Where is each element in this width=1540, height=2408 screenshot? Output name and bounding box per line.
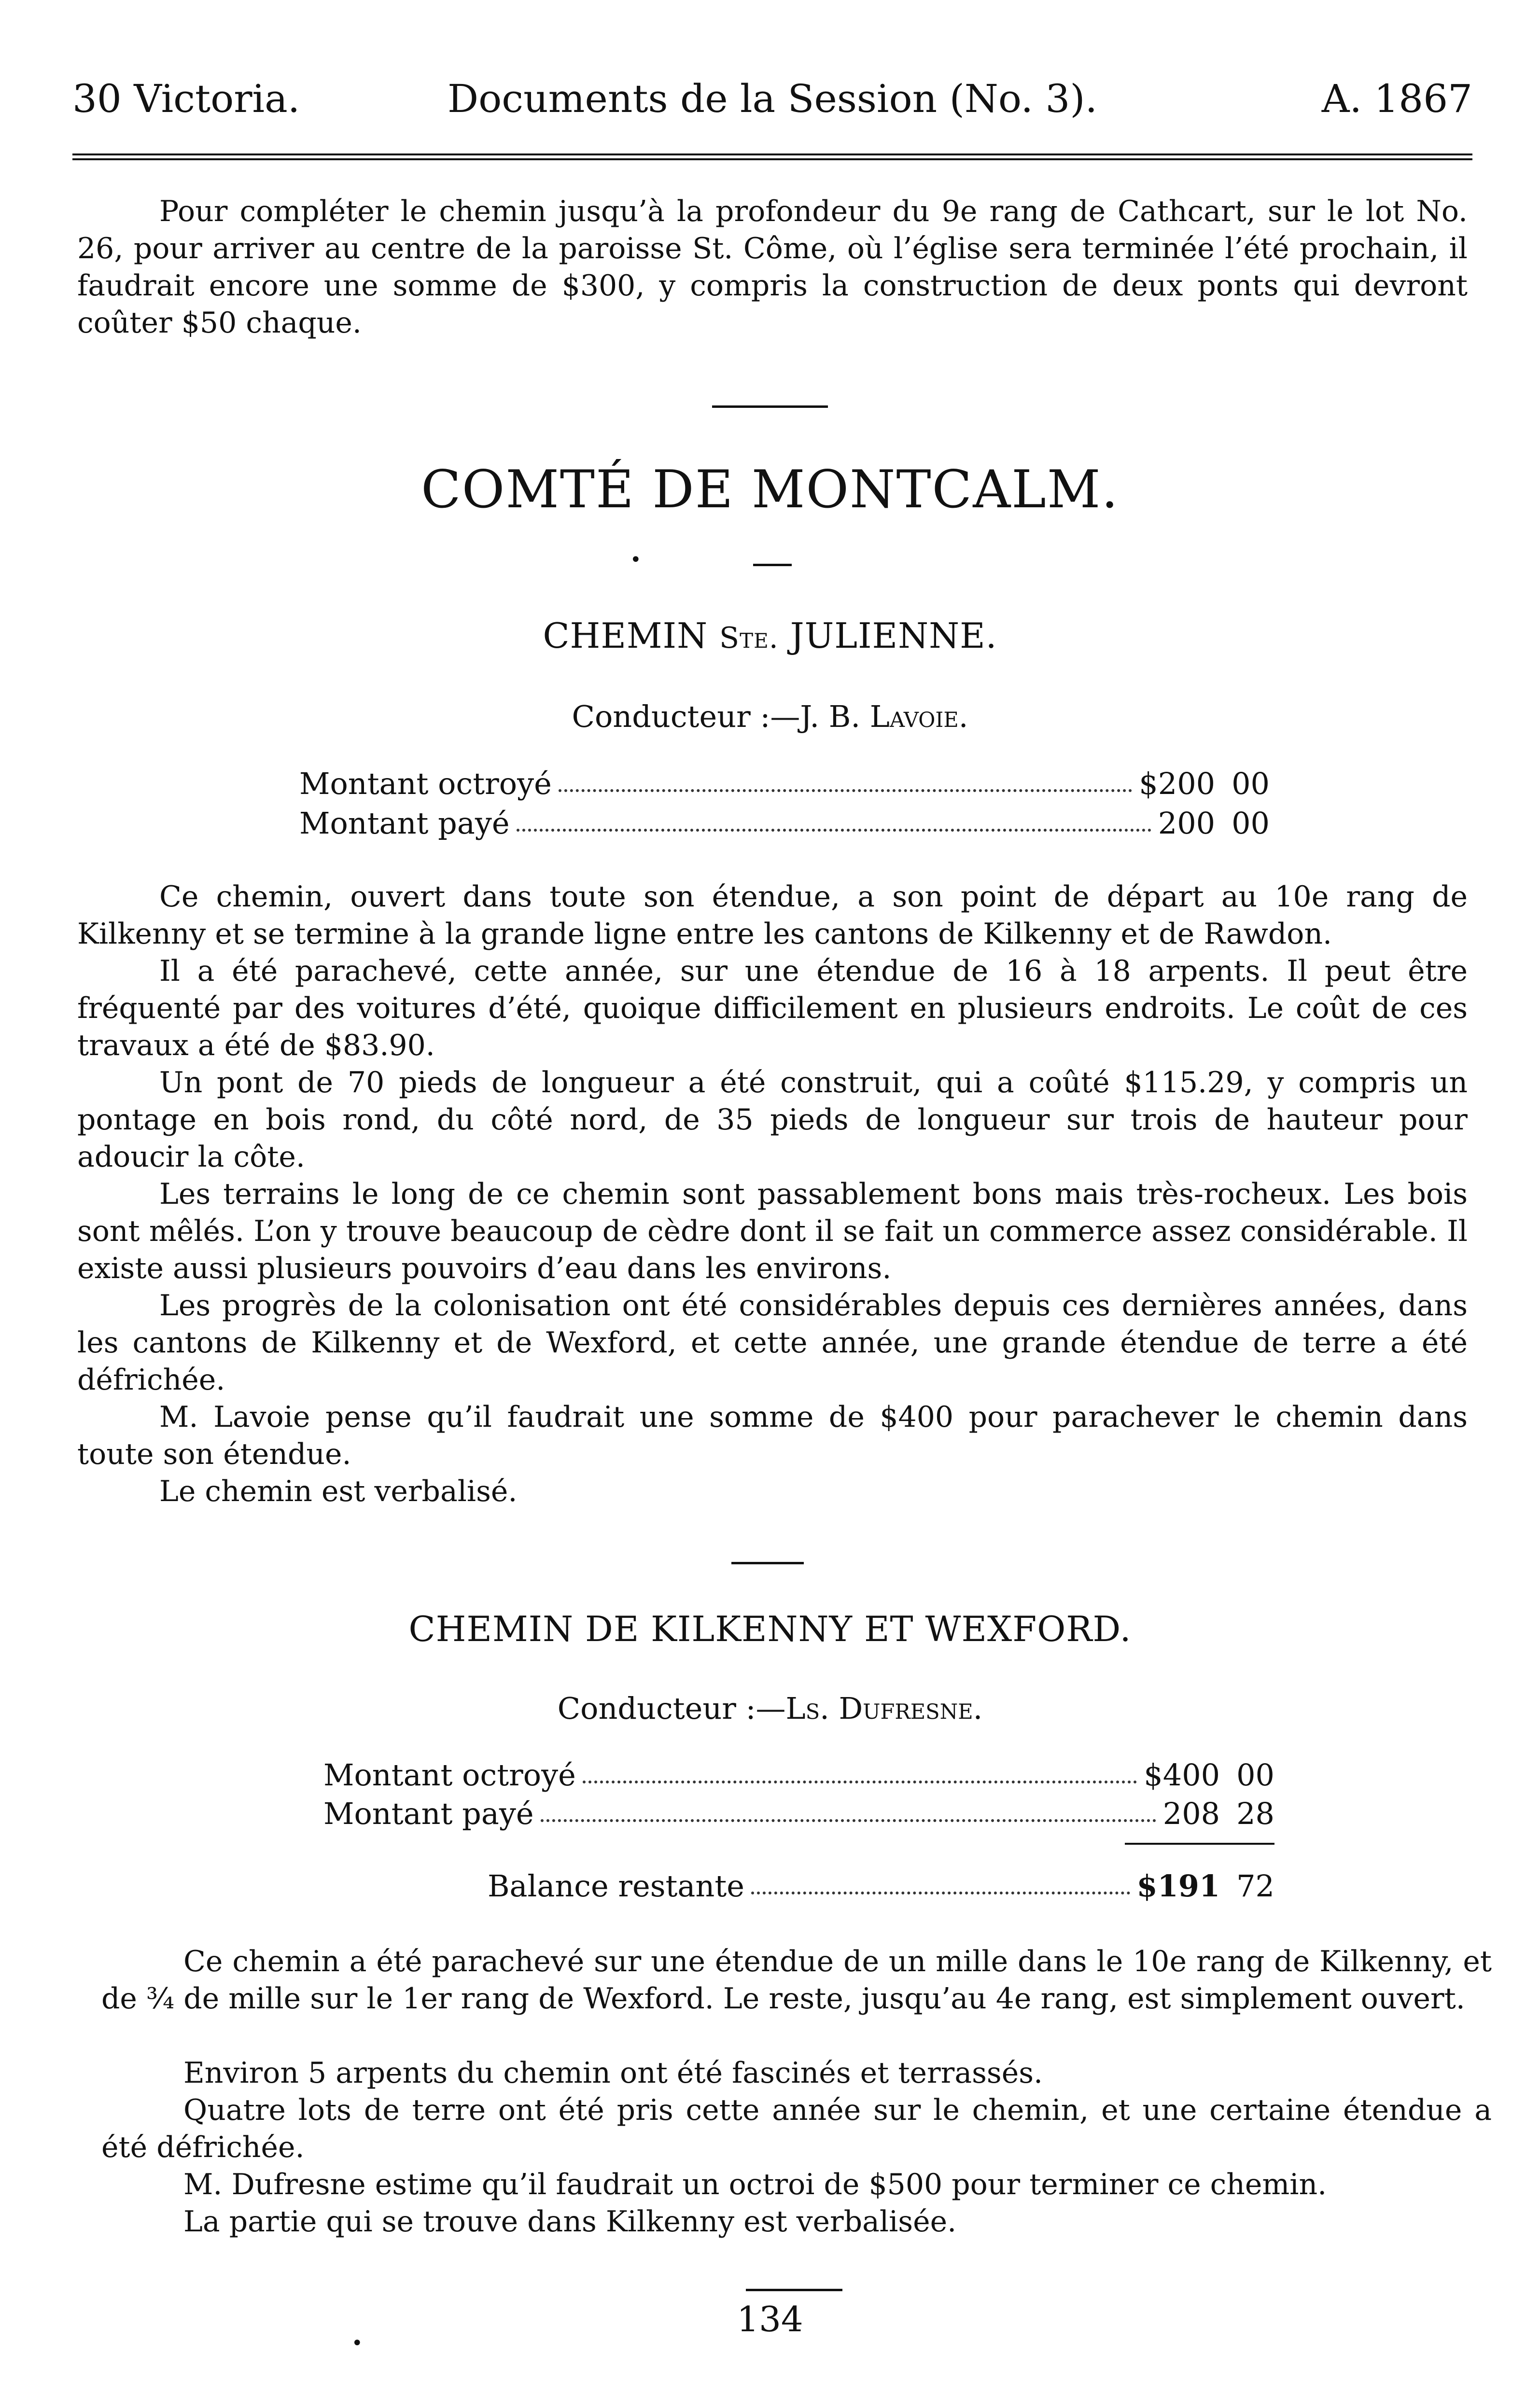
header-volume: 30 Victoria. [72, 76, 300, 121]
leader-dots [559, 789, 1132, 792]
row-label: Montant octroyé [323, 1757, 576, 1793]
section2-paragraph: Quatre lots de terre ont été pris cette année sur le chemin, et une certaine étendue a été défrichée. [101, 2093, 1492, 2164]
row-label: Montant payé [299, 806, 510, 841]
row-cents: 72 [1236, 1868, 1274, 1904]
section2-paid-row [323, 1796, 1274, 1832]
row-dollars: $191 [1136, 1868, 1220, 1904]
section1-paragraph: Les progrès de la colonisation ont été considérables depuis ces dernières années, dans les cantons de Kilkenny et de Wexford, et cette année, une grande étendue de terre a été défrichée. [77, 1289, 1468, 1397]
section1-paid-row [299, 805, 1270, 842]
intro-paragraph: Pour compléter le chemin jusqu’à la profondeur du 9e rang de Cathcart, sur le lot No. 26, pour arriver au centre de la paroisse St. Côme, où l’église sera terminée l’été prochain, il faudrait encore une somme de $300, y compris la construction de deux ponts qui devront coûter $50 chaque. [77, 195, 1468, 340]
section2-paragraph: La partie qui se trouve dans Kilkenny est verbalisée. [183, 2205, 957, 2239]
section1-paragraph: Un pont de 70 pieds de longueur a été construit, qui a coûté $115.29, y compris un pontage en bois rond, du côté nord, de 35 pieds de longueur sur trois de hauteur pour adoucir la côte. [77, 1066, 1468, 1174]
section1-paragraph: M. Lavoie pense qu’il faudrait une somme de $400 pour parachever le chemin dans toute son étendue. [77, 1400, 1468, 1471]
section1-title-small: Ste. [719, 621, 779, 655]
section2-paragraph: M. Dufresne estime qu’il faudrait un octroi de $500 pour terminer ce chemin. [183, 2168, 1327, 2201]
leader-dots [541, 1819, 1156, 1822]
row-cents: 00 [1232, 806, 1270, 841]
sum-rule [1125, 1843, 1274, 1845]
section2-granted-row [323, 1757, 1274, 1794]
row-cents: 00 [1232, 766, 1270, 801]
section-divider [712, 405, 828, 408]
row-label: Montant payé [323, 1796, 534, 1831]
row-dollars: 208 [1162, 1796, 1220, 1831]
section2-balance-row [488, 1868, 1274, 1905]
section2-paragraph: Ce chemin a été parachevé sur une étendue de un mille dans le 10e rang de Kilkenny, et de ¾ de mille sur le 1er rang de Wexford. Le reste, jusqu’au 4e rang, est simplement ouvert. [101, 1945, 1492, 2016]
county-title: COMTÉ DE MONTCALM. [421, 459, 1119, 520]
leader-dots [517, 829, 1151, 832]
row-cents: 00 [1236, 1757, 1274, 1793]
section2-conductor-name: Ls. Dufresne. [785, 1691, 983, 1726]
section2-conductor-label: Conducteur :— [557, 1691, 786, 1726]
section1-granted-row [299, 766, 1270, 802]
section2-title: CHEMIN DE KILKENNY ET WEXFORD. [408, 1609, 1132, 1649]
print-speck: • [630, 549, 642, 571]
section1-title-suffix: JULIENNE. [778, 615, 997, 656]
section1-conductor [0, 697, 1540, 736]
section1-paragraph: Ce chemin, ouvert dans toute son étendue, a son point de départ au 10e rang de Kilkenny et se termine à la grande ligne entre les cantons de Kilkenny et de Rawdon. [77, 880, 1468, 951]
section1-title [0, 614, 1540, 660]
row-cents: 28 [1236, 1796, 1274, 1831]
folio-rule [746, 2289, 842, 2291]
section1-paragraph: Il a été parachevé, cette année, sur une étendue de 16 à 18 arpents. Il peut être fréquenté par des voitures d’été, quoique difficilement en plusieurs endroits. Le coût de ces travaux a été de $83.90. [77, 954, 1468, 1062]
section1-conductor-label: Conducteur :—J. B. [572, 699, 870, 734]
print-speck: • [351, 2332, 363, 2354]
section2-paragraph: Environ 5 arpents du chemin ont été fascinés et terrassés. [183, 2056, 1043, 2090]
row-label: Balance restante [488, 1868, 744, 1904]
row-dollars: 200 [1158, 806, 1216, 841]
section1-title-prefix: CHEMIN [543, 615, 719, 656]
header-title: Documents de la Session (No. 3). [447, 76, 1097, 121]
section1-conductor-name: Lavoie. [869, 699, 968, 734]
header-double-rule [72, 153, 1472, 160]
leader-dots [583, 1781, 1137, 1783]
header-year: A. 1867 [1321, 76, 1472, 121]
leader-dots [751, 1892, 1130, 1894]
section1-paragraph: Les terrains le long de ce chemin sont passablement bons mais très-rocheux. Les bois sont mêlés. L’on y trouve beaucoup de cèdre dont il se fait un commerce assez considérable. Il existe aussi plusieurs pouvoirs d’eau dans les environs. [77, 1177, 1468, 1285]
section2-conductor [0, 1689, 1540, 1728]
section1-paragraph: Le chemin est verbalisé. [159, 1475, 518, 1508]
page-number: 134 [737, 2299, 803, 2339]
dash-divider [753, 564, 792, 566]
section-divider [731, 1562, 804, 1564]
running-header [72, 72, 1472, 125]
row-label: Montant octroyé [299, 766, 552, 801]
row-dollars: $400 [1144, 1757, 1220, 1793]
row-dollars: $200 [1139, 766, 1216, 801]
